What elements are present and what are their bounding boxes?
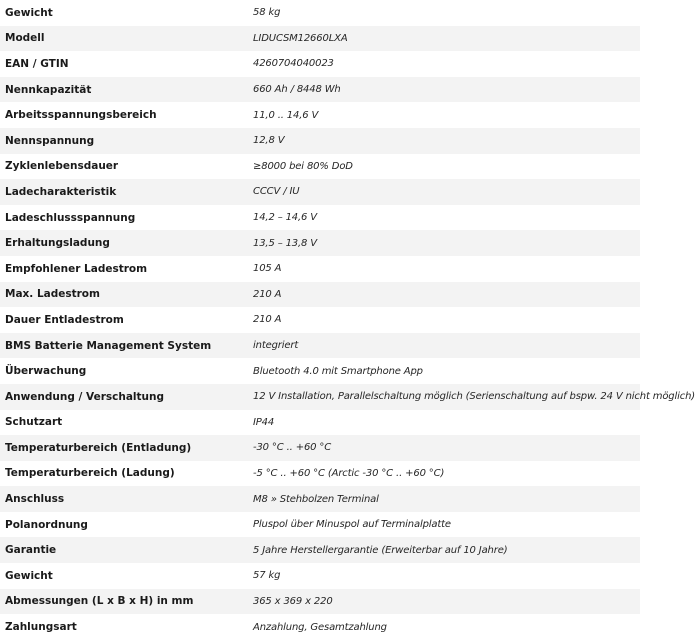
spec-value: 57 kg — [253, 570, 281, 582]
spec-row — [0, 563, 640, 589]
spec-value: 12,8 V — [248, 128, 640, 154]
spec-row — [0, 128, 640, 154]
spec-row — [0, 51, 640, 77]
spec-label: Modell — [0, 26, 248, 52]
spec-label: Garantie — [0, 537, 248, 563]
spec-value: 5 Jahre Herstellergarantie (Erweiterbar auf 10 Jahre) — [248, 537, 640, 563]
spec-row — [0, 614, 640, 640]
spec-label: Temperaturbereich (Entladung) — [0, 435, 248, 461]
spec-label: Nennkapazität — [0, 77, 248, 103]
spec-value: 12 V Installation, Parallelschaltung möglich (Serienschaltung auf bspw. 24 V nicht möglich) — [248, 384, 640, 410]
spec-label: Dauer Entladestrom — [5, 313, 124, 326]
spec-value: 210 A — [253, 314, 282, 326]
spec-label: Polanordnung — [5, 518, 88, 531]
spec-value: CCCV / IU — [248, 179, 640, 205]
spec-label: Ladeschlussspannung — [5, 211, 136, 224]
spec-row — [0, 461, 640, 487]
spec-label: Max. Ladestrom — [0, 282, 248, 308]
spec-value: 105 A — [253, 263, 282, 275]
spec-row — [0, 26, 640, 52]
spec-label: Anwendung / Verschaltung — [0, 384, 248, 410]
spec-label: Anschluss — [0, 486, 248, 512]
spec-value: -30 °C .. +60 °C — [248, 435, 640, 461]
spec-label: Überwachung — [5, 365, 87, 378]
spec-row — [0, 77, 640, 103]
spec-row — [0, 435, 640, 461]
spec-row — [0, 410, 640, 436]
spec-value: Pluspol über Minuspol auf Terminalplatte — [253, 519, 451, 531]
spec-label: Empfohlener Ladestrom — [5, 262, 148, 275]
spec-value: 660 Ah / 8448 Wh — [248, 77, 640, 103]
spec-value: M8 » Stehbolzen Terminal — [248, 486, 640, 512]
spec-row — [0, 537, 640, 563]
spec-row — [0, 589, 640, 615]
spec-value: 58 kg — [253, 7, 281, 19]
spec-value: -5 °C .. +60 °C (Arctic -30 °C .. +60 °C) — [253, 467, 445, 479]
spec-label: Arbeitsspannungsbereich — [5, 109, 157, 122]
spec-row — [0, 486, 640, 512]
spec-row — [0, 154, 640, 180]
spec-label: Gewicht — [5, 569, 53, 582]
spec-label: EAN / GTIN — [5, 57, 69, 70]
spec-value: 365 x 369 x 220 — [248, 589, 640, 615]
spec-label: Gewicht — [5, 6, 53, 19]
spec-value: LIDUCSM12660LXA — [248, 26, 640, 52]
spec-label: Zyklenlebensdauer — [5, 160, 119, 173]
spec-row — [0, 179, 640, 205]
spec-label: Schutzart — [5, 416, 63, 429]
spec-value: Anzahlung, Gesamtzahlung — [253, 621, 387, 633]
spec-row — [0, 358, 640, 384]
spec-row — [0, 0, 640, 26]
spec-row — [0, 102, 640, 128]
spec-value: 4260704040023 — [253, 58, 334, 70]
spec-value: 11,0 .. 14,6 V — [253, 109, 319, 121]
spec-row — [0, 256, 640, 282]
spec-label: Nennspannung — [0, 128, 248, 154]
spec-value: ≥8000 bei 80% DoD — [253, 160, 353, 172]
spec-value: 14,2 – 14,6 V — [253, 212, 317, 224]
spec-label: Temperaturbereich (Ladung) — [5, 467, 175, 480]
spec-row — [0, 384, 640, 410]
spec-label: Erhaltungsladung — [0, 230, 248, 256]
spec-row — [0, 230, 640, 256]
spec-row — [0, 282, 640, 308]
spec-row — [0, 512, 640, 538]
spec-row — [0, 307, 640, 333]
spec-value: 210 A — [248, 282, 640, 308]
spec-label: Ladecharakteristik — [0, 179, 248, 205]
spec-value: integriert — [248, 333, 640, 359]
spec-row — [0, 205, 640, 231]
spec-value: Bluetooth 4.0 mit Smartphone App — [253, 365, 423, 377]
spec-row — [0, 333, 640, 359]
spec-value: IP44 — [253, 416, 275, 428]
spec-label: BMS Batterie Management System — [0, 333, 248, 359]
spec-value: 13,5 – 13,8 V — [248, 230, 640, 256]
spec-label: Zahlungsart — [5, 621, 77, 634]
spec-label: Abmessungen (L x B x H) in mm — [0, 589, 248, 615]
